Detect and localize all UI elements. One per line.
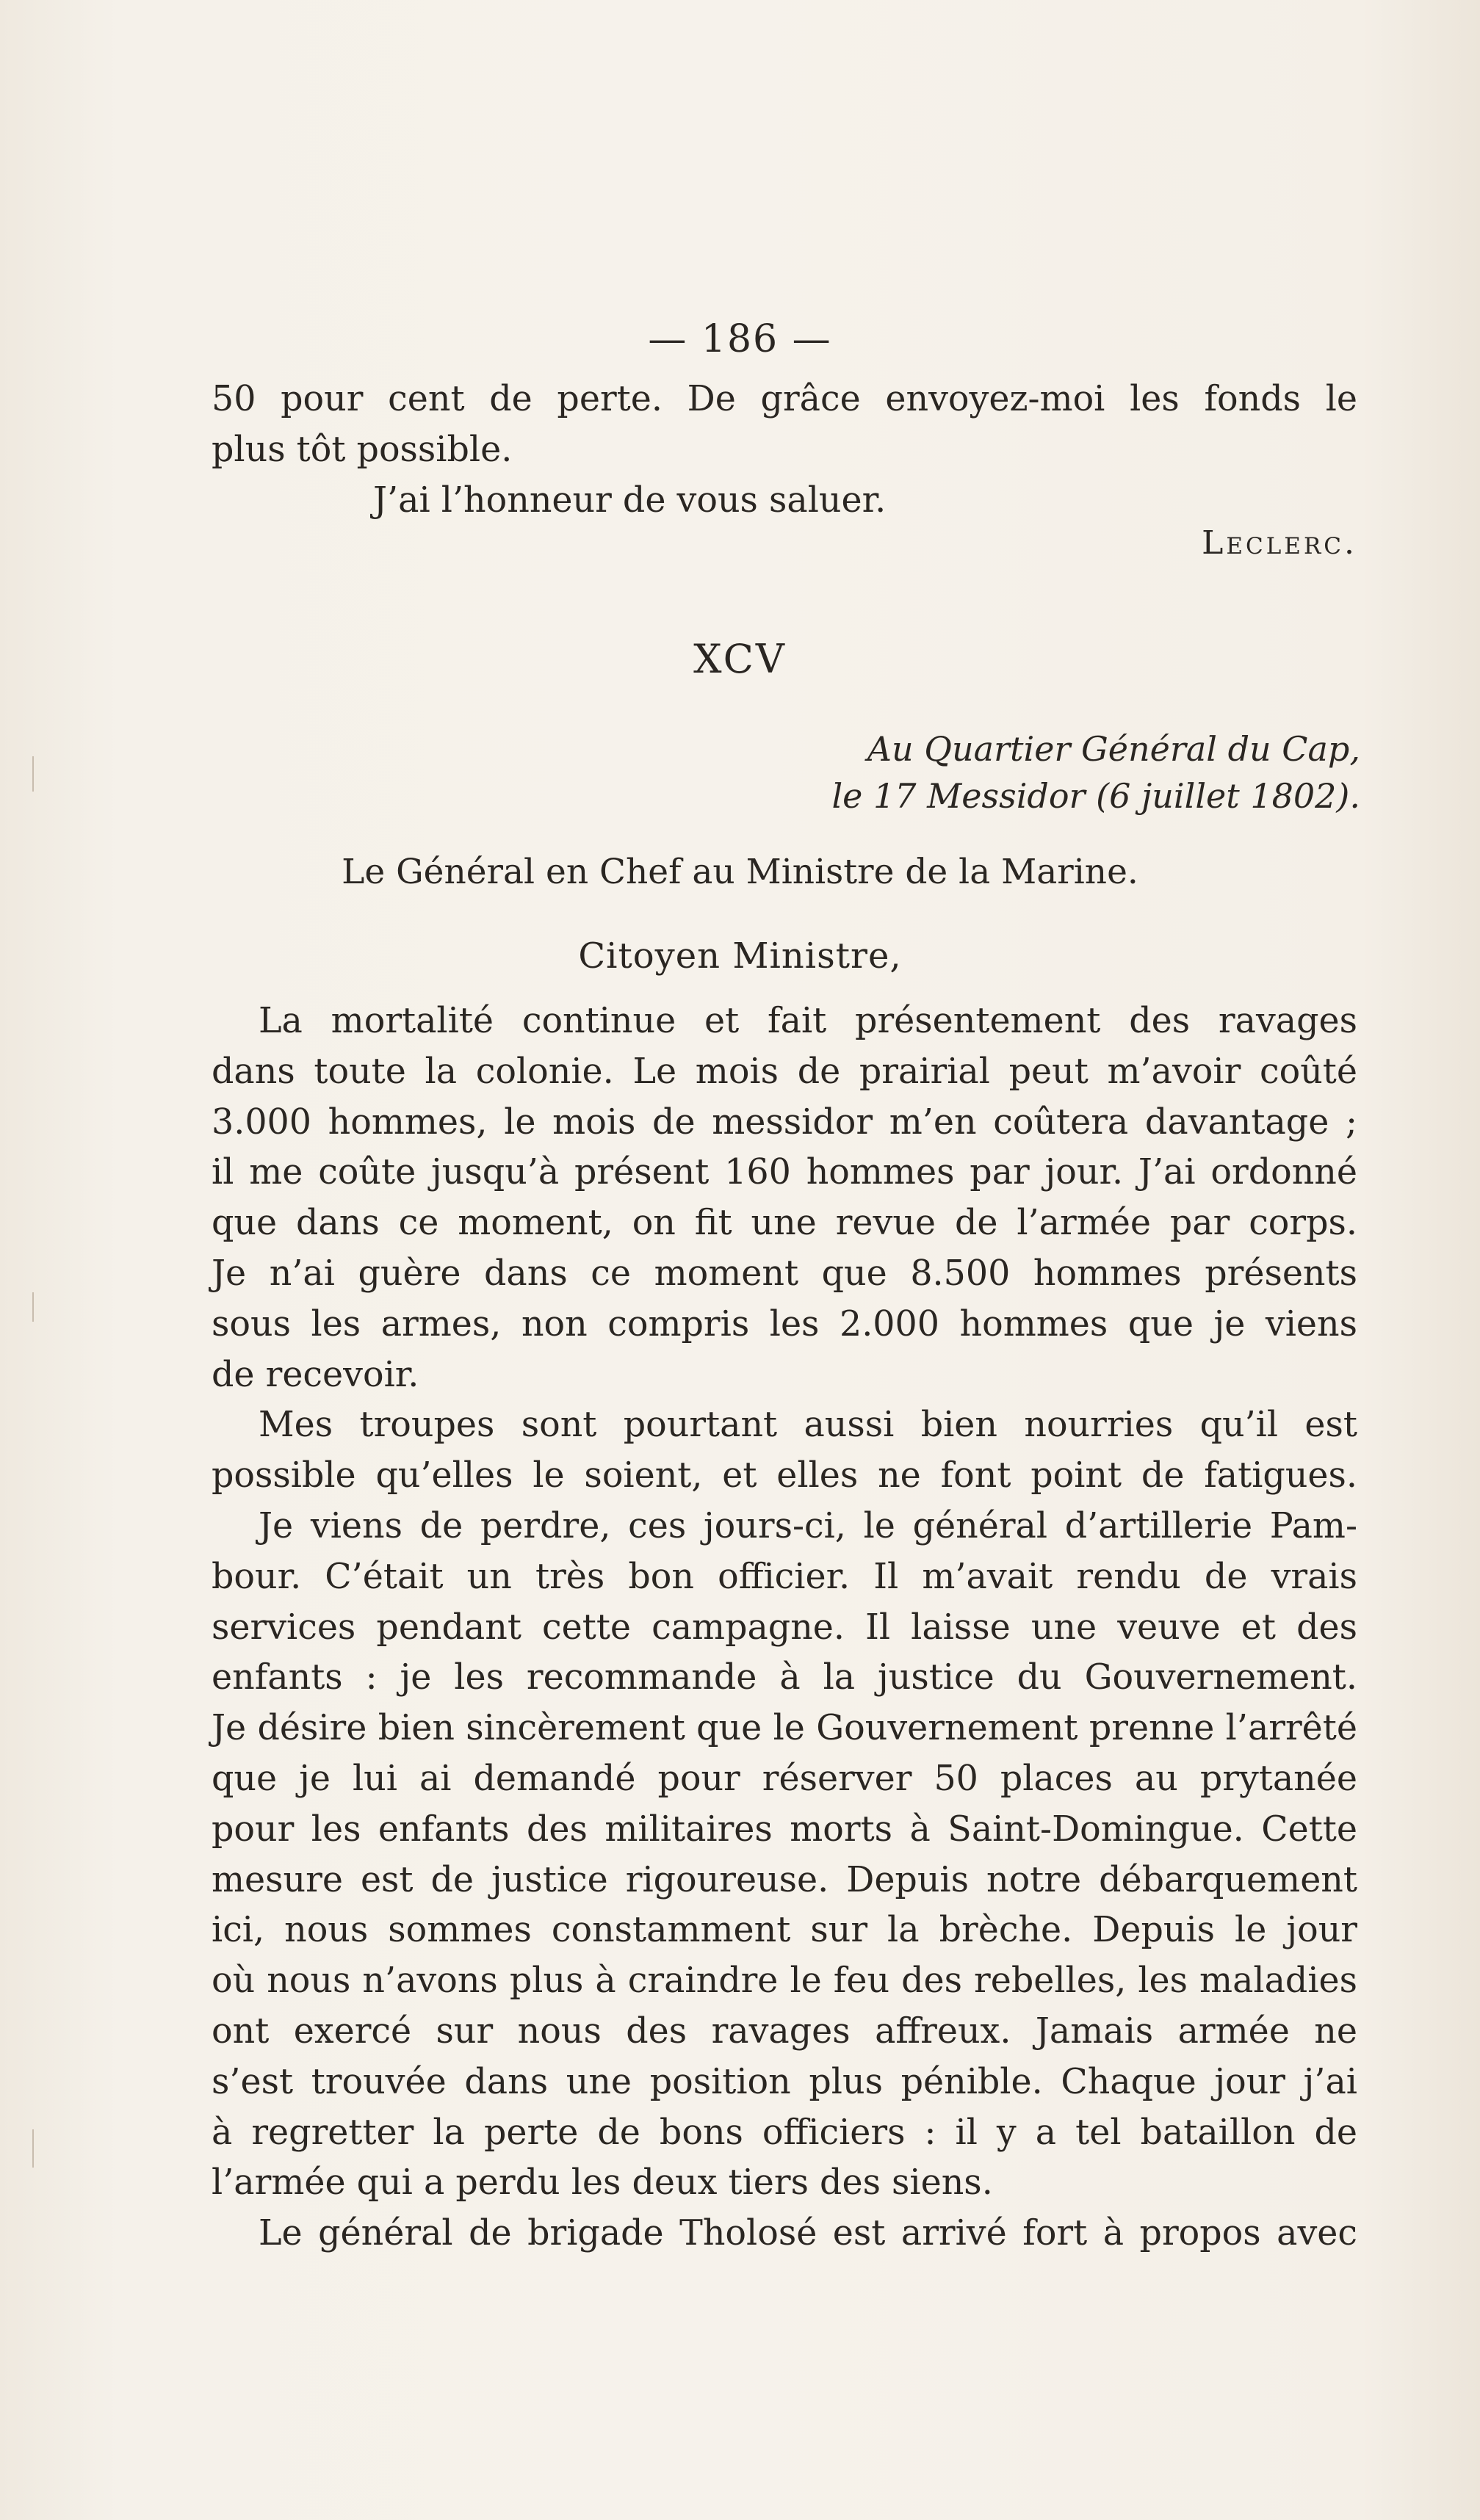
text-line: J’ai l’honneur de vous saluer. — [373, 479, 887, 521]
text-line: où nous n’avons plus à craindre le feu des rebelles, les maladies — [212, 1960, 1357, 2002]
text-line: Je désire bien sincèrement que le Gouvernement prenne l’arrêté — [212, 1708, 1357, 1749]
dateline — [831, 725, 1360, 819]
text-line: à regretter la perte de bons officiers : il y a tel bataillon de — [212, 2112, 1357, 2153]
text-line: possible qu’elles le soient, et elles ne font point de fatigues. — [212, 1455, 1357, 1496]
text-line: il me coûte jusqu’à présent 160 hommes par jour. J’ai ordonné — [212, 1152, 1357, 1193]
letter-number: XCV — [693, 636, 787, 682]
page-edge-mark — [32, 1292, 34, 1322]
text-line: l’armée qui a perdu les deux tiers des siens. — [212, 2162, 993, 2204]
opening-paragraph — [212, 374, 1357, 526]
text-line: mesure est de justice rigoureuse. Depuis notre débarquement — [212, 1859, 1357, 1900]
text-line: dans toute la colonie. Le mois de prairial peut m’avoir coûté — [212, 1051, 1357, 1092]
page-number: — 186 — — [648, 317, 832, 361]
text-line: pour les enfants des militaires morts à Saint-Domingue. Cette — [212, 1808, 1357, 1850]
text-line: Je n’ai guère dans ce moment que 8.500 hommes présents — [212, 1253, 1357, 1294]
text-line: services pendant cette campagne. Il laisse une veuve et des — [212, 1607, 1357, 1648]
dateline-line: le 17 Messidor (6 juillet 1802). — [831, 776, 1360, 816]
text-line: bour. C’était un très bon officier. Il m’avait rendu de vrais — [212, 1556, 1357, 1597]
text-line: enfants : je les recommande à la justice du Gouvernement. — [212, 1657, 1357, 1698]
text-line: Je viens de perdre, ces jours-ci, le général d’artillerie Pam- — [259, 1505, 1357, 1546]
page-edge-mark — [32, 756, 34, 792]
text-line: 3.000 hommes, le mois de messidor m’en coûtera davantage ; — [212, 1101, 1357, 1143]
text-line: ont exercé sur nous des ravages affreux. Jamais armée ne — [212, 2010, 1357, 2052]
text-line: 50 pour cent de perte. De grâce envoyez-moi les fonds le — [212, 379, 1357, 419]
text-line: plus tôt possible. — [212, 429, 513, 470]
text-line: de recevoir. — [212, 1354, 419, 1395]
text-line: que je lui ai demandé pour réserver 50 places au prytanée — [212, 1758, 1357, 1799]
text-line: s’est trouvée dans une position plus pénible. Chaque jour j’ai — [212, 2061, 1357, 2102]
text-line: Le général de brigade Tholosé est arrivé fort à propos avec — [259, 2213, 1357, 2254]
text-line: ici, nous sommes constamment sur la brèche. Depuis le jour — [212, 1910, 1357, 1951]
text-line: sous les armes, non compris les 2.000 hommes que je viens — [212, 1303, 1357, 1344]
addressee: Le Général en Chef au Ministre de la Marine. — [342, 852, 1138, 892]
text-line: La mortalité continue et fait présentement des ravages — [259, 1001, 1357, 1041]
salutation: Citoyen Ministre, — [578, 935, 902, 977]
letter-body — [212, 996, 1357, 2259]
signature: Leclerc. — [1202, 524, 1357, 562]
text-line: que dans ce moment, on fit une revue de l’armée par corps. — [212, 1203, 1357, 1244]
page-edge-mark — [32, 2129, 34, 2168]
text-line: Mes troupes sont pourtant aussi bien nourries qu’il est — [259, 1405, 1357, 1446]
dateline-line: Au Quartier Général du Cap, — [867, 729, 1360, 769]
